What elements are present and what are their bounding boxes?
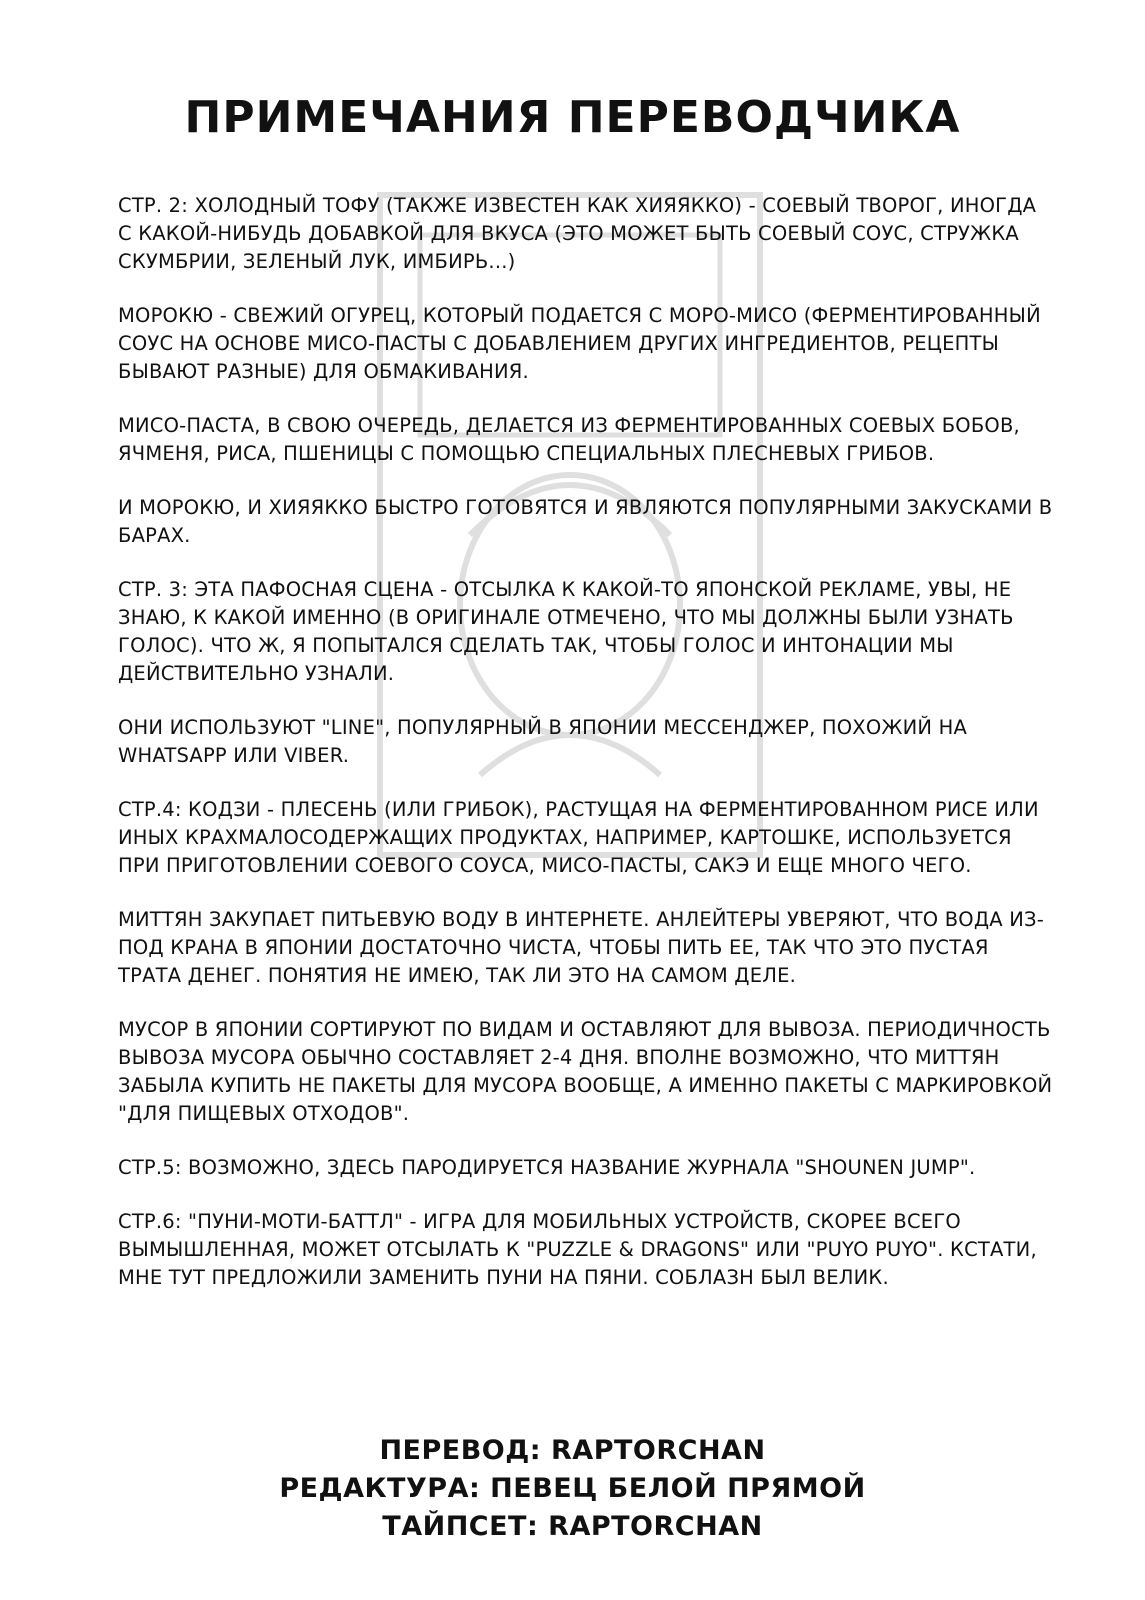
note-paragraph: СТР.4: КОДЗИ - ПЛЕСЕНЬ (ИЛИ ГРИБОК), РАСТУЩАЯ НА ФЕРМЕНТИРОВАННОМ РИСЕ ИЛИ ИНЫХ КРАХМАЛОСОДЕРЖАЩИХ ПРОДУКТАХ, НАПРИМЕР, КАРТОШКЕ, ИСПОЛЬЗУЕТСЯ ПРИ ПРИГОТОВЛЕНИИ СОЕВОГО СОУСА, МИСО-ПАСТЫ, САКЭ И ЕЩЕ МНОГО ЧЕГО. — [118, 798, 1039, 877]
note-paragraph: МОРОКЮ - СВЕЖИЙ ОГУРЕЦ, КОТОРЫЙ ПОДАЕТСЯ С МОРО-МИСО (ФЕРМЕНТИРОВАННЫЙ СОУС НА ОСНОВЕ МИСО-ПАСТЫ С ДОБАВЛЕНИЕМ ДРУГИХ ИНГРЕДИЕНТОВ, РЕЦЕПТЫ БЫВАЮТ РАЗНЫЕ) ДЛЯ ОБМАКИВАНИЯ. — [118, 304, 1041, 383]
credit-editing: РЕДАКТУРА: ПЕВЕЦ БЕЛОЙ ПРЯМОЙ — [279, 1473, 866, 1504]
notes-list — [118, 192, 1053, 1318]
credit-typeset: ТАЙПСЕТ: RAPTORCHAN — [382, 1511, 763, 1542]
note-paragraph: И МОРОКЮ, И ХИЯЯККО БЫСТРО ГОТОВЯТСЯ И ЯВЛЯЮТСЯ ПОПУЛЯРНЫМИ ЗАКУСКАМИ В БАРАХ. — [118, 496, 1053, 547]
note-paragraph: СТР.6: "ПУНИ-МОТИ-БАТТЛ" - ИГРА ДЛЯ МОБИЛЬНЫХ УСТРОЙСТВ, СКОРЕЕ ВСЕГО ВЫМЫШЛЕННАЯ, МОЖЕТ ОТСЫЛАТЬ К "PUZZLE & DRAGONS" ИЛИ "PUYO PUYO". КСТАТИ, МНЕ ТУТ ПРЕДЛОЖИЛИ ЗАМЕНИТЬ ПУНИ НА ПЯНИ. СОБЛАЗН БЫЛ ВЕЛИК. — [118, 1210, 1037, 1289]
note-paragraph: МУСОР В ЯПОНИИ СОРТИРУЮТ ПО ВИДАМ И ОСТАВЛЯЮТ ДЛЯ ВЫВОЗА. ПЕРИОДИЧНОСТЬ ВЫВОЗА МУСОРА ОБЫЧНО СОСТАВЛЯЕТ 2-4 ДНЯ. ВПОЛНЕ ВОЗМОЖНО, ЧТО МИТТЯН ЗАБЫЛА КУПИТЬ НЕ ПАКЕТЫ ДЛЯ МУСОРА ВООБЩЕ, А ИМЕННО ПАКЕТЫ С МАРКИРОВКОЙ "ДЛЯ ПИЩЕВЫХ ОТХОДОВ". — [118, 1018, 1053, 1125]
note-paragraph: СТР. 2: ХОЛОДНЫЙ ТОФУ (ТАКЖЕ ИЗВЕСТЕН КАК ХИЯЯККО) - СОЕВЫЙ ТВОРОГ, ИНОГДА С КАКОЙ-НИБУДЬ ДОБАВКОЙ ДЛЯ ВКУСА (ЭТО МОЖЕТ БЫТЬ СОЕВЫЙ СОУС, СТРУЖКА СКУМБРИИ, ЗЕЛЕНЫЙ ЛУК, ИМБИРЬ...) — [118, 194, 1037, 273]
note-paragraph: МИСО-ПАСТА, В СВОЮ ОЧЕРЕДЬ, ДЕЛАЕТСЯ ИЗ ФЕРМЕНТИРОВАННЫХ СОЕВЫХ БОБОВ, ЯЧМЕНЯ, РИСА, ПШЕНИЦЫ С ПОМОЩЬЮ СПЕЦИАЛЬНЫХ ПЛЕСНЕВЫХ ГРИБОВ. — [118, 414, 1020, 465]
credit-translation: ПЕРЕВОД: RAPTORCHAN — [379, 1435, 766, 1466]
note-paragraph: СТР. 3: ЭТА ПАФОСНАЯ СЦЕНА - ОТСЫЛКА К КАКОЙ-ТО ЯПОНСКОЙ РЕКЛАМЕ, УВЫ, НЕ ЗНАЮ, К КАКОЙ ИМЕННО (В ОРИГИНАЛЕ ОТМЕЧЕНО, ЧТО МЫ ДОЛЖНЫ БЫЛИ УЗНАТЬ ГОЛОС). ЧТО Ж, Я ПОПЫТАЛСЯ СДЕЛАТЬ ТАК, ЧТОБЫ ГОЛОС И ИНТОНАЦИИ МЫ ДЕЙСТВИТЕЛЬНО УЗНАЛИ. — [118, 578, 1014, 685]
page-title: ПРИМЕЧАНИЯ ПЕРЕВОДЧИКА — [184, 92, 961, 143]
note-paragraph: ОНИ ИСПОЛЬЗУЮТ "LINE", ПОПУЛЯРНЫЙ В ЯПОНИИ МЕССЕНДЖЕР, ПОХОЖИЙ НА WHATSAPP ИЛИ VIBER. — [118, 716, 967, 767]
note-paragraph: СТР.5: ВОЗМОЖНО, ЗДЕСЬ ПАРОДИРУЕТСЯ НАЗВАНИЕ ЖУРНАЛА "SHOUNEN JUMP". — [118, 1156, 976, 1179]
note-paragraph: МИТТЯН ЗАКУПАЕТ ПИТЬЕВУЮ ВОДУ В ИНТЕРНЕТЕ. АНЛЕЙТЕРЫ УВЕРЯЮТ, ЧТО ВОДА ИЗ-ПОД КРАНА В ЯПОНИИ ДОСТАТОЧНО ЧИСТА, ЧТОБЫ ПИТЬ ЕЕ, ТАК ЧТО ЭТО ПУСТАЯ ТРАТА ДЕНЕГ. ПОНЯТИЯ НЕ ИМЕЮ, ТАК ЛИ ЭТО НА САМОМ ДЕЛЕ. — [118, 908, 1044, 987]
credits-block — [0, 1432, 1145, 1546]
